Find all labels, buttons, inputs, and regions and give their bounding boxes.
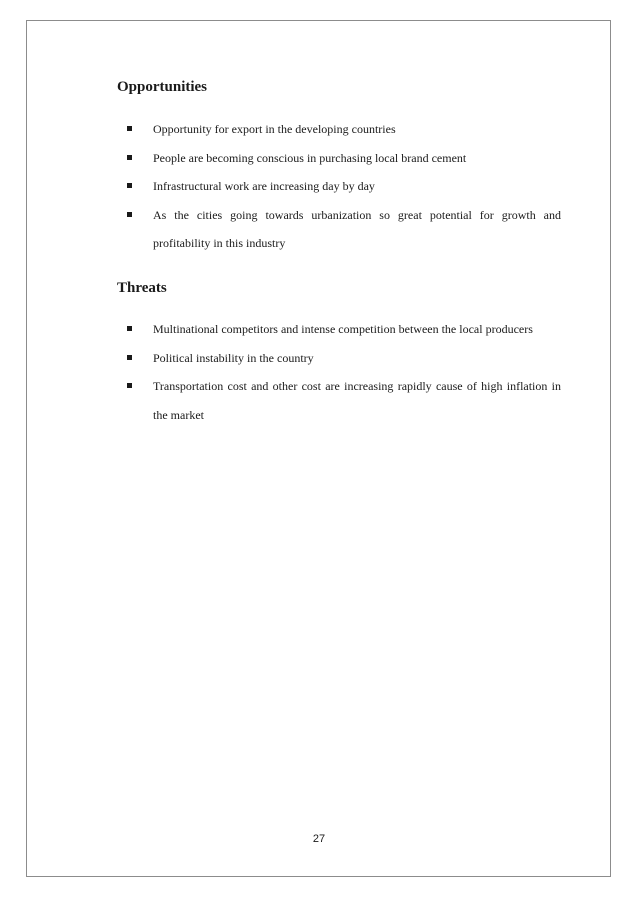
list-item-text: Political instability in the country: [153, 350, 314, 365]
square-bullet-icon: [127, 183, 132, 188]
square-bullet-icon: [127, 212, 132, 217]
list-item-text: People are becoming conscious in purchasing local brand cement: [153, 150, 467, 165]
list-item-text: Infrastructural work are increasing day by day: [153, 179, 375, 193]
list-item: [117, 172, 561, 201]
section-heading-threats: Threats: [117, 280, 167, 296]
list-item: [117, 372, 561, 429]
opportunities-list: [117, 115, 561, 258]
list-item: [117, 344, 561, 373]
page-number: 27: [312, 833, 326, 845]
square-bullet-icon: [127, 126, 132, 131]
list-item-text: Multinational competitors and intense competition between the local producers: [153, 322, 533, 336]
section-heading-opportunities: Opportunities: [117, 79, 208, 95]
list-item: [117, 115, 561, 144]
list-item: [117, 201, 561, 258]
square-bullet-icon: [127, 355, 132, 360]
list-item-text: Opportunity for export in the developing countries: [153, 122, 396, 136]
list-item-text: As the cities going towards urbanization so great potential for growth and profitability in this industry: [153, 207, 561, 250]
square-bullet-icon: [127, 326, 132, 331]
list-item: [117, 315, 561, 344]
list-item: [117, 144, 561, 173]
square-bullet-icon: [127, 383, 132, 388]
threats-list: [117, 315, 561, 429]
square-bullet-icon: [127, 155, 132, 160]
list-item-text: Transportation cost and other cost are increasing rapidly cause of high inflation in the market: [153, 379, 561, 422]
